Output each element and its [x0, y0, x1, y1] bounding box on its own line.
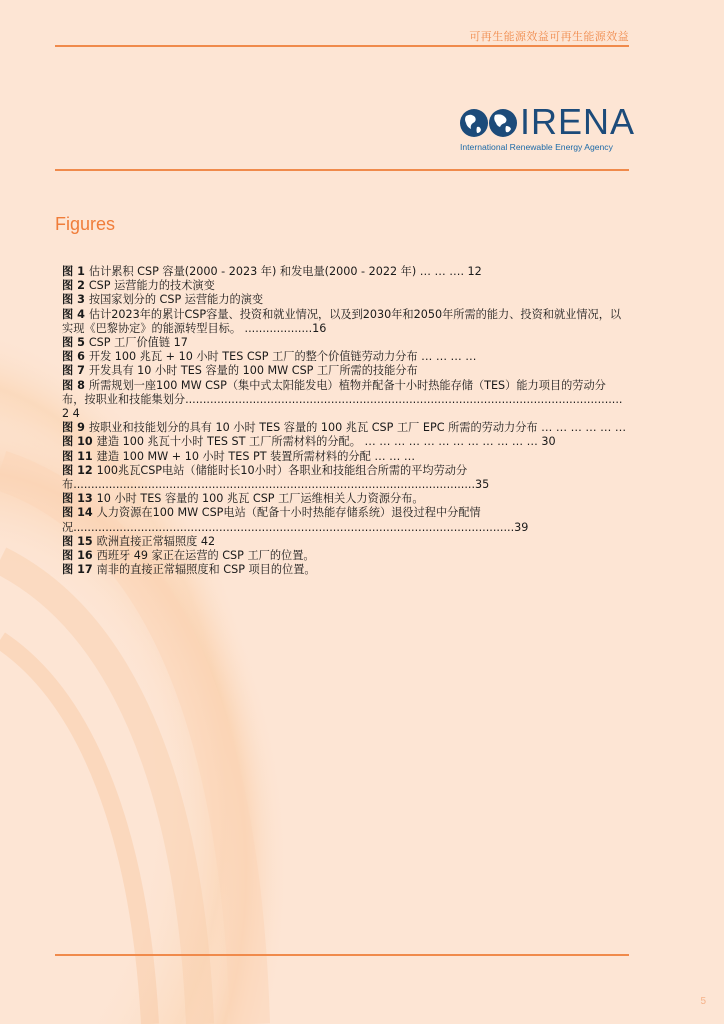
figure-caption: 欧洲直接正常辐照度 42 — [96, 534, 216, 548]
figure-label: 图 16 — [62, 549, 93, 563]
figure-entry[interactable] — [62, 364, 628, 378]
figure-label: 图 9 — [62, 421, 85, 435]
figure-caption: 估计2023年的累计CSP容量、投资和就业情况，以及到2030年和2050年所需的能力、投资和就业情况，以实现《巴黎协定》的能源转型目标。 ...................16 — [62, 307, 622, 335]
figure-entry[interactable] — [62, 450, 628, 464]
irena-logo — [459, 101, 636, 157]
figure-entry[interactable] — [62, 492, 628, 506]
logo-divider — [55, 169, 629, 171]
figure-entry[interactable] — [62, 265, 628, 279]
figure-label: 图 3 — [62, 293, 85, 307]
figure-caption: 人力资源在100 MW CSP电站（配备十小时热能存储系统）退役过程中分配情况............................................................................................................................39 — [62, 506, 529, 534]
figure-entry[interactable] — [62, 435, 628, 449]
figure-entry[interactable] — [62, 535, 628, 549]
header-divider — [55, 45, 629, 47]
figure-label: 图 13 — [62, 492, 93, 506]
figure-caption: 按职业和技能划分的具有 10 小时 TES 容量的 100 兆瓦 CSP 工厂 EPC 所需的劳动力分布 … … … … … … — [88, 421, 627, 435]
section-title: Figures — [55, 214, 116, 234]
logo-tagline: International Renewable Energy Agency — [460, 142, 613, 152]
figure-entry[interactable] — [62, 563, 628, 577]
figure-caption: 建造 100 MW + 10 小时 TES PT 装置所需材料的分配 … … … — [96, 449, 416, 463]
figure-entry[interactable] — [62, 336, 628, 350]
figure-caption: 100兆瓦CSP电站（储能时长10小时）各职业和技能组合所需的平均劳动分布.................................................................................................................35 — [62, 463, 490, 492]
figure-entry[interactable] — [62, 279, 628, 293]
figure-caption: 西班牙 49 家正在运营的 CSP 工厂的位置。 — [96, 549, 315, 563]
figure-entry[interactable] — [62, 308, 628, 336]
figure-caption: 估计累积 CSP 容量(2000 - 2023 年) 和发电量(2000 - 2022 年) … … …. 12 — [88, 265, 482, 278]
figure-label: 图 7 — [62, 364, 85, 378]
footer-divider — [55, 954, 629, 956]
figure-caption: 开发具有 10 小时 TES 容量的 100 MW CSP 工厂所需的技能分布 — [88, 364, 418, 378]
figure-label: 图 5 — [62, 336, 85, 350]
figure-entry[interactable] — [62, 293, 628, 307]
figure-caption: 南非的直接正常辐照度和 CSP 项目的位置。 — [96, 563, 316, 577]
figure-label: 图 4 — [62, 307, 85, 321]
figure-label: 图 17 — [62, 563, 93, 577]
figure-caption: CSP 运营能力的技术演变 — [88, 279, 215, 293]
figure-label: 图 10 — [62, 435, 93, 449]
figure-label: 图 15 — [62, 534, 93, 548]
figure-list — [62, 265, 628, 577]
figure-label: 图 2 — [62, 279, 85, 293]
figure-entry[interactable] — [62, 464, 628, 492]
globe-icon — [459, 107, 519, 139]
figure-caption: 10 小时 TES 容量的 100 兆瓦 CSP 工厂运维相关人力资源分布。 — [96, 492, 424, 506]
figure-label: 图 8 — [62, 378, 85, 392]
figure-entry[interactable] — [62, 379, 628, 422]
figure-entry[interactable] — [62, 421, 628, 435]
figure-label: 图 6 — [62, 350, 85, 364]
figure-label: 图 1 — [62, 265, 85, 278]
figure-caption: 按国家划分的 CSP 运营能力的演变 — [88, 293, 264, 307]
page-number: 5 — [700, 996, 706, 1007]
figure-entry[interactable] — [62, 350, 628, 364]
figure-entry[interactable] — [62, 506, 628, 534]
logo-wordmark: IRENA — [520, 101, 636, 142]
figure-label: 图 12 — [62, 463, 93, 477]
figure-caption: CSP 工厂价值链 17 — [88, 336, 188, 350]
figure-entry[interactable] — [62, 549, 628, 563]
figure-caption: 开发 100 兆瓦 + 10 小时 TES CSP 工厂的整个价值链劳动力分布 … … … … — [88, 350, 477, 364]
figure-label: 图 14 — [62, 506, 93, 520]
figure-caption: 所需规划一座100 MW CSP（集中式太阳能发电）植物并配备十小时热能存储（TES）能力项目的劳动分布，按职业和技能集划分...........................................................................................................................2 4 — [62, 378, 623, 421]
figure-label: 图 11 — [62, 449, 93, 463]
running-header: 可再生能源效益可再生能源效益 — [469, 30, 629, 43]
figure-caption: 建造 100 兆瓦十小时 TES ST 工厂所需材料的分配。 … … … … … … … … … … … … 30 — [96, 435, 556, 449]
